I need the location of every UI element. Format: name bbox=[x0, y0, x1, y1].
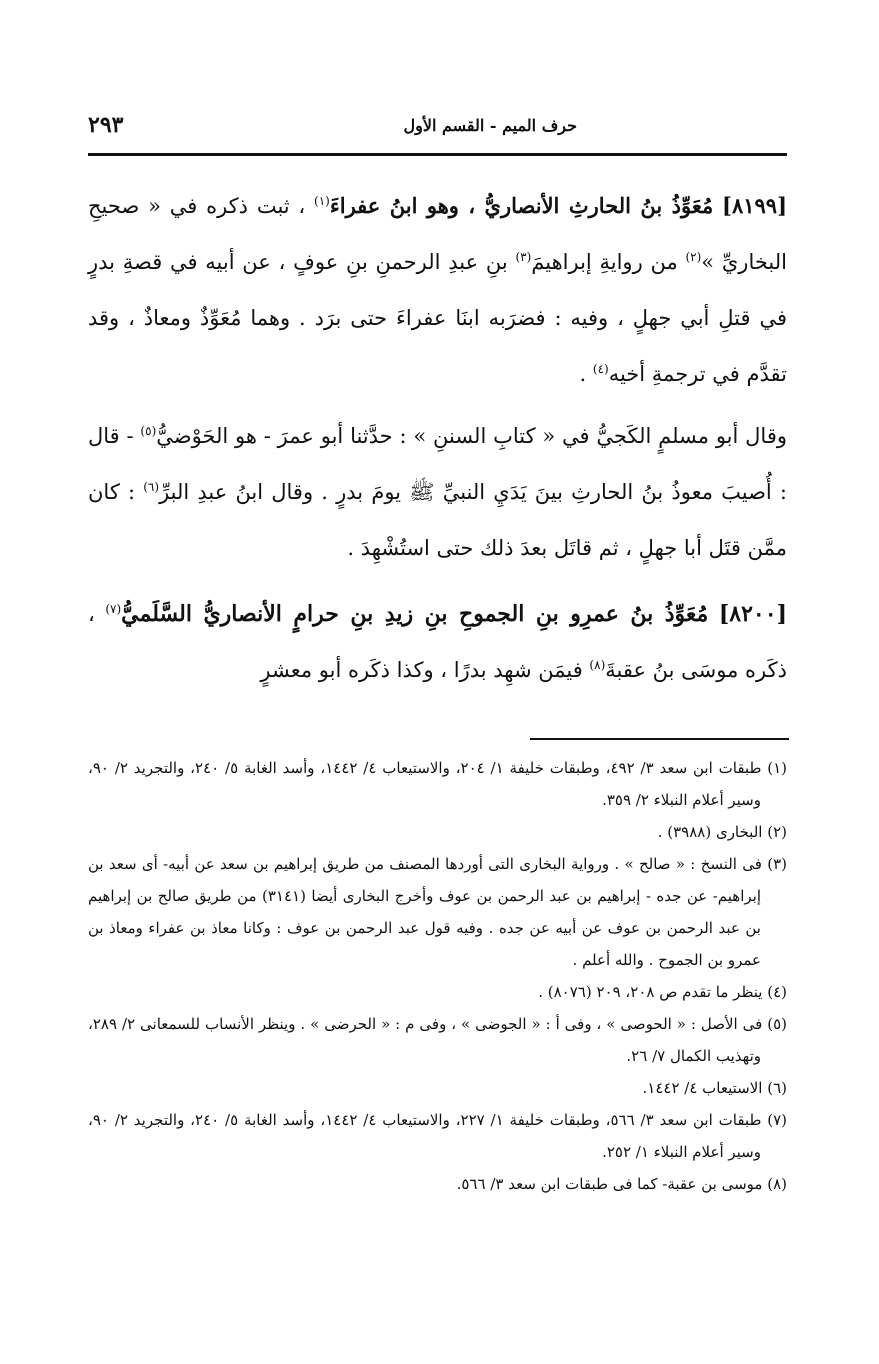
footnote-8: (٨) موسى بن عقبة- كما فى طبقات ابن سعد ٣/ ٥٦٦. bbox=[456, 1175, 787, 1193]
entry-text: ، ذكَره موسَى بنُ عقبةَ bbox=[88, 602, 787, 682]
entry-name: مُعَوِّذُ بنُ الحارثِ الأنصاريُّ ، وهو ابنُ عفراءَ bbox=[329, 193, 714, 218]
footnote-ref: (١) bbox=[314, 194, 330, 208]
entry-paragraph bbox=[88, 178, 787, 402]
entry-text: - قال : أُصيبَ معوذُ بنُ الحارثِ بينَ يَدَيِ النبيِّ ﷺ يومَ بدرٍ . bbox=[88, 424, 787, 504]
footnote-ref: (٢) bbox=[685, 250, 702, 264]
entry-text: وقال أبو مسلمٍ الكَجيُّ في « كتابِ السننِ » : حدَّثنا أبو عمرَ - هو الحَوْضيُّ bbox=[156, 424, 787, 448]
header-rule bbox=[88, 153, 787, 156]
footnote-ref: (٨) bbox=[589, 658, 606, 672]
main-text bbox=[88, 178, 787, 702]
footnote-ref: (٤) bbox=[592, 362, 609, 376]
entry-number: [٨٢٠٠] bbox=[718, 601, 787, 627]
entry-text: بنِ عبدِ الرحمنِ بنِ عوفٍ ، عن أبيه في قصةِ بدرٍ في قتلِ أبي جهلٍ ، وفيه : فضرَبه ابنَا عفراءَ حتى برَد . وهما مُعَوِّذٌ ومعاذٌ ، وقد تقدَّم في ترجمةِ أخيه bbox=[88, 250, 787, 386]
entry-text: في « صحيحِ البخاريِّ » bbox=[88, 194, 787, 274]
running-title: حرف الميم - القسم الأول bbox=[403, 116, 577, 135]
entry-paragraph bbox=[88, 408, 787, 576]
footnote-4: (٤) ينظر ما تقدم ص ٢٠٨، ٢٠٩ (٨٠٧٦) . bbox=[538, 983, 787, 1001]
footnote-rule bbox=[530, 738, 789, 740]
footnotes bbox=[88, 752, 787, 1200]
entry-8199 bbox=[88, 178, 787, 576]
entry-text: ، ثبت ذكره bbox=[206, 194, 306, 218]
footnote-5: (٥) فى الأصل : « الحوصى » ، وفى أ : « الجوضى » ، وفى م : « الحرضى » . وينظر الأنساب للسمعانى ٢/ ٢٨٩، وتهذيب الكمال ٧/ ٢٦. bbox=[88, 1015, 787, 1065]
entry-number: [٨١٩٩] bbox=[722, 193, 788, 218]
entry-text: . bbox=[579, 362, 587, 386]
footnote-1: (١) طبقات ابن سعد ٣/ ٤٩٢، وطبقات خليفة ١/ ٢٠٤، والاستيعاب ٤/ ١٤٤٢، وأسد الغابة ٥/ ٢٤٠، والتجريد ٢/ ٩٠، وسير أعلام النبلاء ٢/ ٣٥٩. bbox=[88, 759, 788, 809]
entry-name: مُعَوِّذُ بنُ عمرِو بنِ الجموحِ بنِ زيدِ بنِ حرامٍ الأنصاريُّ السَّلَميُّ bbox=[121, 601, 709, 627]
entry-text: فيمَن شهِد بدرًا ، وكذا ذكَره أبو معشرٍ bbox=[260, 658, 583, 682]
entry-text: من روايةِ إبراهيمَ bbox=[531, 250, 678, 274]
footnote-2: (٢) البخارى (٣٩٨٨) . bbox=[657, 823, 787, 841]
footnote-ref: (٥) bbox=[140, 424, 157, 438]
entry-paragraph bbox=[88, 586, 787, 698]
footnote-6: (٦) الاستيعاب ٤/ ١٤٤٢. bbox=[642, 1079, 787, 1097]
footnote-3: (٣) فى النسخ : « صالح » . ورواية البخارى التى أوردها المصنف من طريق إبراهيم بن سعد عن أبيه- أى سعد بن إبراهيم- عن جده - إبراهيم بن عبد الرحمن بن عوف وأخرج البخارى أيضا (٣١٤١) من طريق صالح بن إبراهيم بن عبد الرحمن بن عوف عن أبيه عن جده . وفيه قول عبد الرحمن بن عوف : وكانا معاذ بن عفراء ومعاذ بن عمرو بن الجموح . والله أعلم . bbox=[88, 855, 787, 969]
page-number: ٢٩٣ bbox=[88, 112, 124, 138]
footnote-ref: (٦) bbox=[143, 480, 160, 494]
footnote-ref: (٣) bbox=[515, 250, 532, 264]
entry-text: وقال ابنُ عبدِ البرِّ bbox=[159, 480, 314, 504]
footnote-ref: (٧) bbox=[105, 602, 122, 616]
page-header bbox=[88, 112, 787, 148]
entry-8200 bbox=[88, 586, 787, 698]
entry-text: : كان ممَّن قتَل أبا جهلٍ ، ثم قاتَل بعدَ ذلك حتى استُشْهِدَ . bbox=[88, 480, 787, 560]
footnote-7: (٧) طبقات ابن سعد ٣/ ٥٦٦، وطبقات خليفة ١/ ٢٢٧، والاستيعاب ٤/ ١٤٤٢، وأسد الغابة ٥/ ٢٤٠، والتجريد ٢/ ٩٠، وسير أعلام النبلاء ١/ ٢٥٢. bbox=[88, 1111, 788, 1161]
